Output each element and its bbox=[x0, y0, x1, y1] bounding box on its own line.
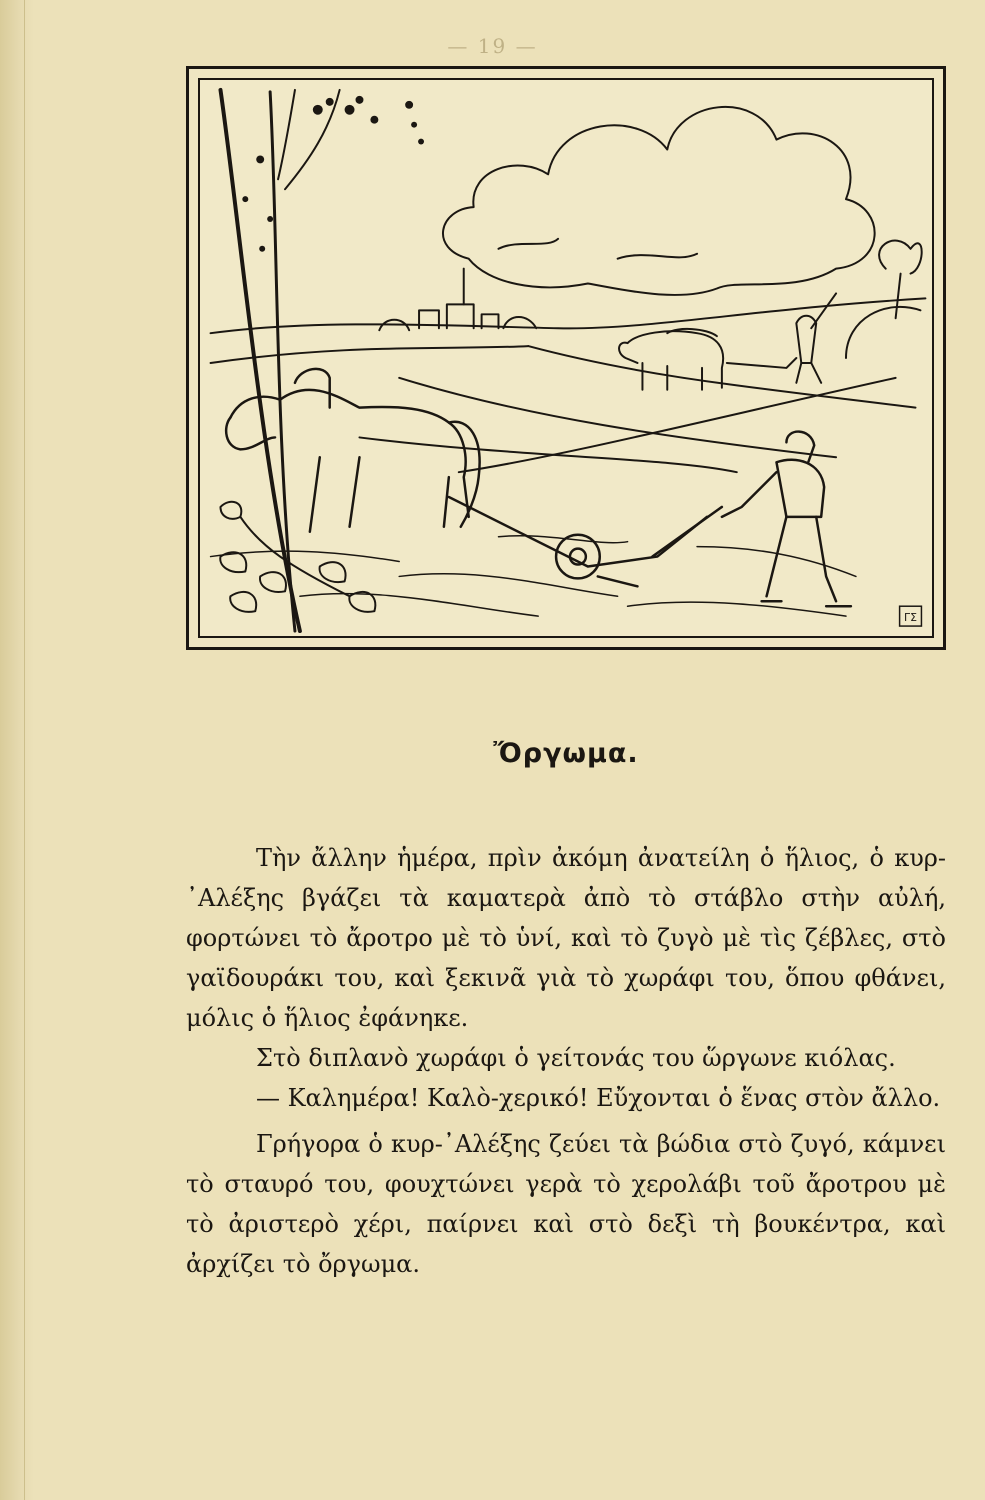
bush-right bbox=[879, 241, 922, 274]
plow bbox=[449, 497, 722, 586]
page-edge bbox=[0, 0, 34, 1500]
paragraph-1: Τὴν ἄλλην ἡμέρα, πρὶν ἀκόμη ἀνατείλη ὁ ἥλιος, ὁ κυρ-᾿Αλέξης βγάζει τὰ καματερὰ ἀπὸ τὸ στάβλο στὴν αὐλή, φορτώνει τὸ ἄροτρο μὲ τὸ ὑνί, καὶ τὸ ζυγὸ μὲ τὶς ζέβλες, στὸ γαϊδουράκι του, καὶ ξεκινᾶ γιὰ τὸ χωράφι του, ὅπου φθάνει, μόλις ὁ ἥλιος ἐφάνηκε. bbox=[186, 844, 946, 1032]
foreground-plant bbox=[220, 502, 375, 612]
furrows bbox=[211, 536, 856, 616]
paragraph-4: Γρήγορα ὁ κυρ-᾿Αλέξης ζεύει τὰ βώδια στὸ ζυγό, κάμνει τὸ σταυρό του, φουχτώνει γερὰ τὸ χερολάβι τοῦ ἄροτρου μὲ τὸ ἀριστερὸ χέρι, παίρνει καὶ στὸ δεξὶ τὴ βουκέντρα, καὶ ἀρχίζει τὸ ὄργωμα. bbox=[186, 1130, 946, 1278]
illustration-inner-frame bbox=[198, 78, 934, 638]
horse bbox=[226, 369, 479, 532]
chapter-title: Ὄργωμα. bbox=[493, 738, 639, 769]
village bbox=[379, 269, 536, 331]
paragraph-3: — Καλημέρα! Καλὸ-χερικό! Εὔχονται ὁ ἕνας στὸν ἄλλο. bbox=[256, 1084, 941, 1112]
plowing-illustration bbox=[200, 80, 932, 636]
monogram-text: ΓΣ bbox=[904, 611, 918, 625]
tree bbox=[220, 90, 339, 631]
cloud bbox=[443, 107, 875, 295]
body-text bbox=[186, 838, 946, 1284]
illustration-frame bbox=[186, 66, 946, 650]
paragraph-2: Στὸ διπλανὸ χωράφι ὁ γείτονάς του ὥργωνε κιόλας. bbox=[256, 1044, 896, 1072]
illustrator-monogram bbox=[900, 606, 922, 626]
plowman bbox=[722, 432, 851, 607]
page-number: — 19 — bbox=[447, 34, 538, 58]
tree-leaves bbox=[242, 96, 424, 252]
horizon-line bbox=[211, 298, 926, 333]
